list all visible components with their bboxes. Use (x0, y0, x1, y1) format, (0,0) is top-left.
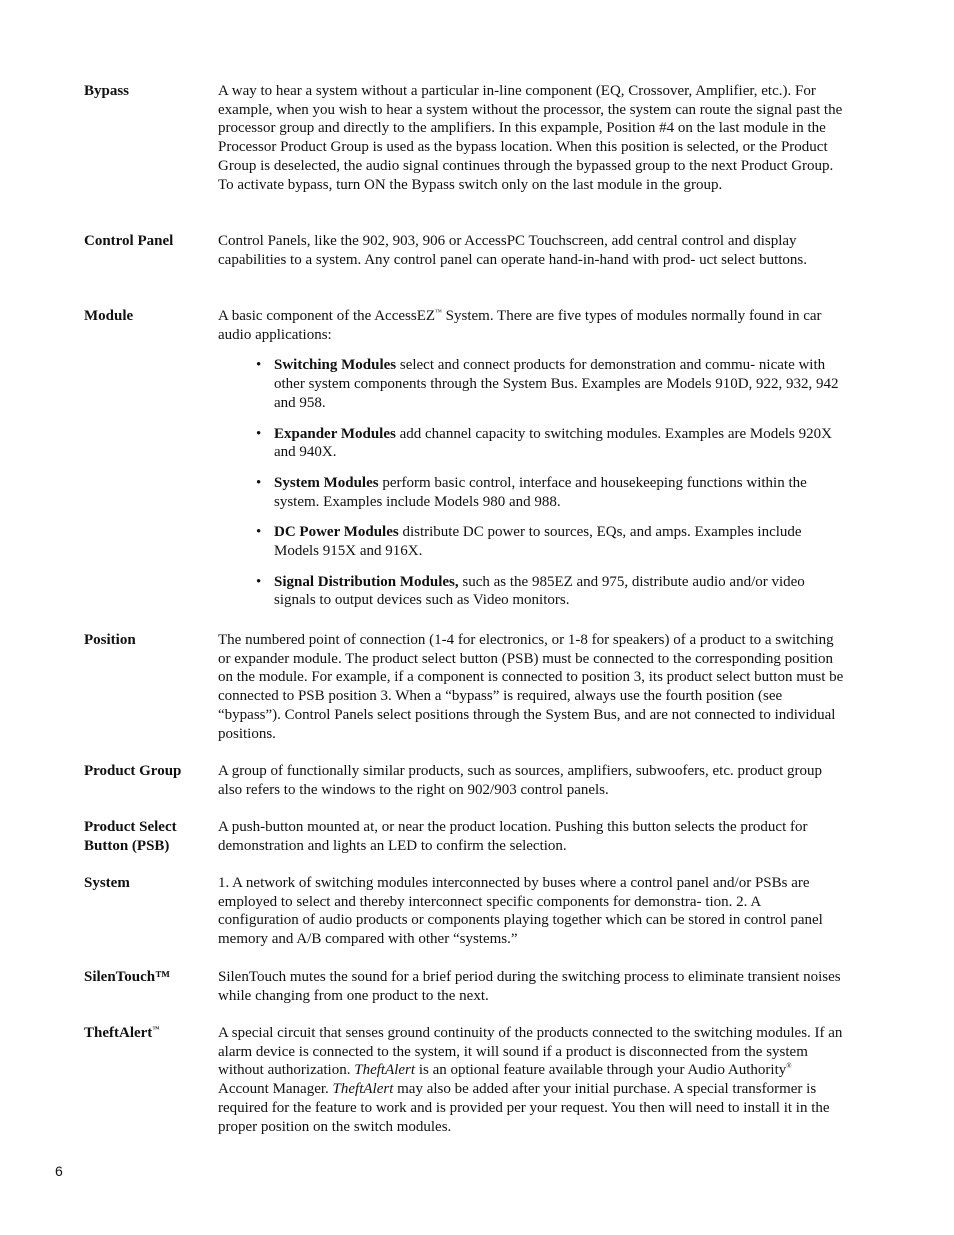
entry-control-panel (84, 232, 844, 269)
product-name-italic: TheftAlert (332, 1081, 394, 1098)
module-type-description: such as the 985EZ and 975, distribute audio and/or video signals to output devices such as Video monitors. (274, 573, 805, 609)
module-types-list (218, 356, 844, 610)
module-type-name: Switching Modules (274, 357, 397, 374)
definition-intro (218, 307, 844, 344)
module-type-description: perform basic control, interface and housekeeping functions within the system. Examples include Models 980 and 988. (274, 474, 807, 510)
definition-product-select-button (218, 818, 844, 855)
term-silentouch: SilenTouch™ (84, 969, 171, 985)
definition-system (218, 874, 844, 949)
definition-part-1: A special circuit that senses ground continuity of the products connected to the switching modules. If an alarm device is connected to the system, it will sound if a product is disconnected from the system without authorization. (218, 1025, 843, 1079)
term-product-select-button (84, 818, 214, 855)
bullet-glyph: • (256, 573, 262, 590)
entry-silentouch (84, 968, 844, 1005)
term-line-1: Product Select (84, 819, 177, 835)
definition-text: A group of functionally similar products, such as sources, amplifiers, subwoofers, etc. product group also refers to the windows to the right on 902/903 control panels. (218, 763, 823, 798)
list-item (218, 425, 844, 462)
definition-theftalert (218, 1024, 844, 1136)
entry-system (84, 874, 844, 949)
term-position: Position (84, 632, 136, 648)
term-product-group: Product Group (84, 763, 182, 779)
definition-text: 1. A network of switching modules interconnected by buses where a control panel and/or PSBs are employed to select and thereby interconnect specific components for demonstra- tion. 2. A configuration of audio products or components playing together which can be stored in control panel memory and A/B compared with other “systems.” (218, 875, 823, 948)
definition-silentouch (218, 968, 844, 1005)
intro-part-a: A basic component of the AccessEZ (218, 308, 436, 324)
term-theftalert (84, 1024, 214, 1043)
definition-control-panel (218, 232, 844, 269)
term-control-panel: Control Panel (84, 233, 174, 249)
list-item (218, 474, 844, 511)
list-item (218, 356, 844, 412)
page-number: 6 (55, 1163, 63, 1179)
definition-text: SilenTouch mutes the sound for a brief period during the switching process to eliminate transient noises while changing from one product to the next. (218, 969, 841, 1004)
bullet-glyph: • (256, 474, 262, 491)
term-text: TheftAlert (84, 1025, 153, 1041)
entry-position (84, 631, 844, 743)
definition-text: A push-button mounted at, or near the product location. Pushing this button selects the product for demonstration and lights an LED to confirm the selection. (218, 819, 808, 854)
trademark-mark: ™ (152, 1025, 160, 1033)
list-item (218, 523, 844, 560)
intro-part-b: System. There are five types of modules normally found in car audio applications: (218, 308, 822, 343)
bullet-glyph: • (256, 357, 262, 374)
module-type-name: Signal Distribution Modules, (274, 573, 459, 590)
entry-product-select-button (84, 818, 844, 855)
registered-mark: ® (786, 1062, 792, 1071)
definition-text: The numbered point of connection (1-4 for electronics, or 1-8 for speakers) of a product to a switching or expander module. The product select button (PSB) must be connected to the corresponding position on the module. For example, if a component is connected to position 3, its product select button must be connected to PSB position 3. When a “bypass” is required, always use the fourth position (see “bypass”). Control Panels select positions through the System Bus, and are not connected to individual positions. (218, 632, 844, 742)
trademark-mark: ™ (435, 308, 442, 316)
definition-module (218, 307, 844, 610)
bullet-glyph: • (256, 524, 262, 541)
module-type-name: System Modules (274, 474, 379, 491)
module-type-description: add channel capacity to switching modules. Examples are Models 920X and 940X. (274, 425, 832, 461)
definition-product-group (218, 762, 844, 799)
definition-text: A way to hear a system without a particular in-line component (EQ, Crossover, Amplifier, etc.). For example, when you wish to hear a system without the processor, the system can route the signal past the processor group and directly to the amplifiers. In this expample, Position #4 on the last module in the Processor Product Group is used as the bypass location. When this position is selected, or the Product Group is deselected, the audio signal continues through the bypassed group to the next Product Group. To activate bypass, turn ON the Bypass switch only on the last module in the group. (218, 83, 843, 193)
list-item (218, 573, 844, 610)
bullet-glyph: • (256, 425, 262, 442)
definition-text (218, 1024, 844, 1136)
module-type-name: Expander Modules (274, 425, 396, 442)
module-type-description: select and connect products for demonstration and commu- nicate with other system components through the System Bus. Examples are Models 910D, 922, 932, 942 and 958. (274, 357, 839, 411)
definition-part-3: Account Manager. (218, 1081, 333, 1098)
entry-bypass (84, 82, 844, 194)
definition-position (218, 631, 844, 743)
definition-part-2: is an optional feature available through your Audio Authority (415, 1062, 787, 1079)
definition-text: Control Panels, like the 902, 903, 906 or AccessPC Touchscreen, add central control and display capabilities to a system. Any control panel can operate hand-in-hand with prod- uct select buttons. (218, 233, 807, 268)
definition-bypass (218, 82, 844, 194)
definition-part-4: may also be added after your initial purchase. A special transformer is required for the feature to work and is provided per your request. You then will need to install it in the proper position on the switch modules. (218, 1081, 830, 1135)
module-type-name: DC Power Modules (274, 524, 399, 541)
term-bypass: Bypass (84, 83, 130, 99)
entry-product-group (84, 762, 844, 799)
entry-module (84, 307, 844, 610)
product-name-italic: TheftAlert (354, 1062, 416, 1079)
entry-theftalert (84, 1024, 844, 1136)
term-line-2: Button (PSB) (84, 837, 170, 854)
module-type-description: distribute DC power to sources, EQs, and amps. Examples include Models 915X and 916X. (274, 524, 802, 560)
term-system: System (84, 875, 130, 891)
term-module: Module (84, 308, 134, 324)
